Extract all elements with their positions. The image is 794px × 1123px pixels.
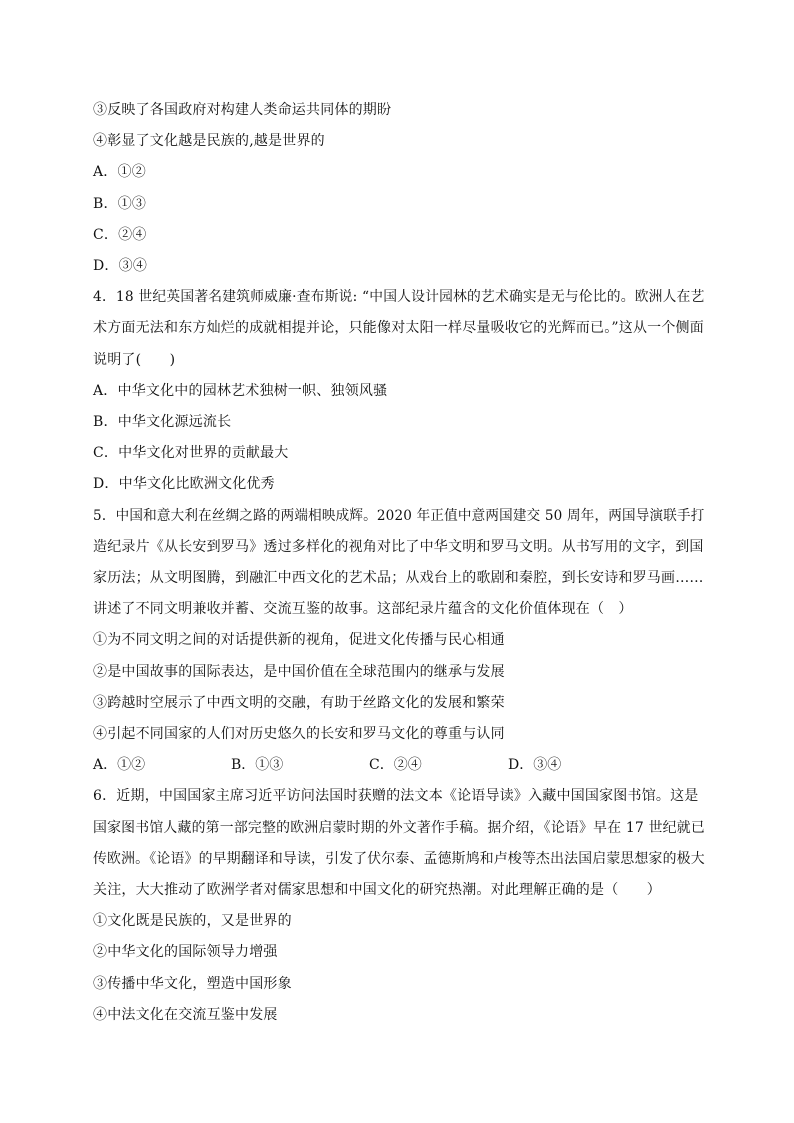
- q5-option-b: B．①③: [231, 757, 284, 773]
- q5-option-a: A．①②: [93, 757, 146, 773]
- q4-option-b: B．中华文化源远流长: [93, 414, 232, 430]
- q5-option-c: C．②④: [369, 757, 422, 773]
- q5-statement-4: ④引起不同国家的人们对历史悠久的长安和罗马文化的尊重与认同: [93, 726, 505, 742]
- statement-4: ④彰显了文化越是民族的,越是世界的: [93, 133, 325, 149]
- q6-statement-1: ①文化既是民族的，又是世界的: [93, 913, 292, 929]
- q6-stem-line-3: 传欧洲。《论语》的早期翻译和导读，引发了伏尔泰、孟德斯鸠和卢梭等杰出法国启蒙思想家的极大: [93, 851, 705, 867]
- option-b: B．①③: [93, 196, 147, 212]
- q5-statement-2: ②是中国故事的国际表达，是中国价值在全球范围内的继承与发展: [93, 664, 505, 680]
- statement-3: ③反映了各国政府对构建人类命运共同体的期盼: [93, 102, 392, 118]
- q6-stem-line-1: 6．近期，中国国家主席习近平访问法国时获赠的法文本《论语导读》入藏中国国家图书馆。这是: [93, 788, 699, 804]
- option-d: D．③④: [93, 258, 148, 274]
- q5-stem-line-4: 讲述了不同文明兼收并蓄、交流互鉴的故事。这部纪录片蕴含的文化价值体现在（ ）: [93, 601, 633, 617]
- q6-statement-3: ③传播中华文化，塑造中国形象: [93, 976, 292, 992]
- q6-stem-line-2: 国家图书馆人藏的第一部完整的欧洲启蒙时期的外文著作手稿。据介绍，《论语》早在 17 世纪就已: [93, 820, 705, 836]
- option-c: C．②④: [93, 227, 147, 243]
- q5-statement-1: ①为不同文明之间的对话提供新的视角，促进文化传播与民心相通: [93, 632, 505, 648]
- q5-stem-line-1: 5．中国和意大利在丝绸之路的两端相映成辉。2020 年正值中意两国建交 50 周年，两国导演联手打: [93, 508, 705, 524]
- q6-statement-2: ②中华文化的国际领导力增强: [93, 944, 278, 960]
- q4-stem-line-3: 说明了( ): [93, 352, 176, 368]
- q5-stem-line-3: 家历法；从文明图腾，到融汇中西文化的艺术品；从戏台上的歌剧和秦腔，到长安诗和罗马画……: [93, 570, 704, 586]
- q5-options-row: [93, 755, 705, 775]
- q4-stem-line-1: 4．18 世纪英国著名建筑师威廉·查布斯说: “中国人设计园林的艺术确实是无与伦比的。欧洲人在艺: [93, 289, 705, 305]
- option-a: A．①②: [93, 164, 146, 180]
- q4-option-a: A．中华文化中的园林艺术独树一帜、独领风骚: [93, 383, 388, 399]
- q4-option-c: C．中华文化对世界的贡献最大: [93, 445, 289, 461]
- q5-option-d: D．③④: [508, 757, 562, 773]
- q4-stem-line-2: 术方面无法和东方灿烂的成就相提并论，只能像对太阳一样尽量吸收它的光辉而已。”这从一个侧面: [93, 320, 704, 336]
- q6-statement-4: ④中法文化在交流互鉴中发展: [93, 1007, 278, 1023]
- q5-stem-line-2: 造纪录片《从长安到罗马》透过多样化的视角对比了中华文明和罗马文明。从书写用的文字，到国: [93, 539, 704, 555]
- q5-statement-3: ③跨越时空展示了中西文明的交融，有助于丝路文化的发展和繁荣: [93, 695, 505, 711]
- q4-option-d: D．中华文化比欧洲文化优秀: [93, 476, 275, 492]
- q6-stem-line-4: 关注，大大推动了欧洲学者对儒家思想和中国文化的研究热潮。对此理解正确的是（ ）: [93, 882, 661, 898]
